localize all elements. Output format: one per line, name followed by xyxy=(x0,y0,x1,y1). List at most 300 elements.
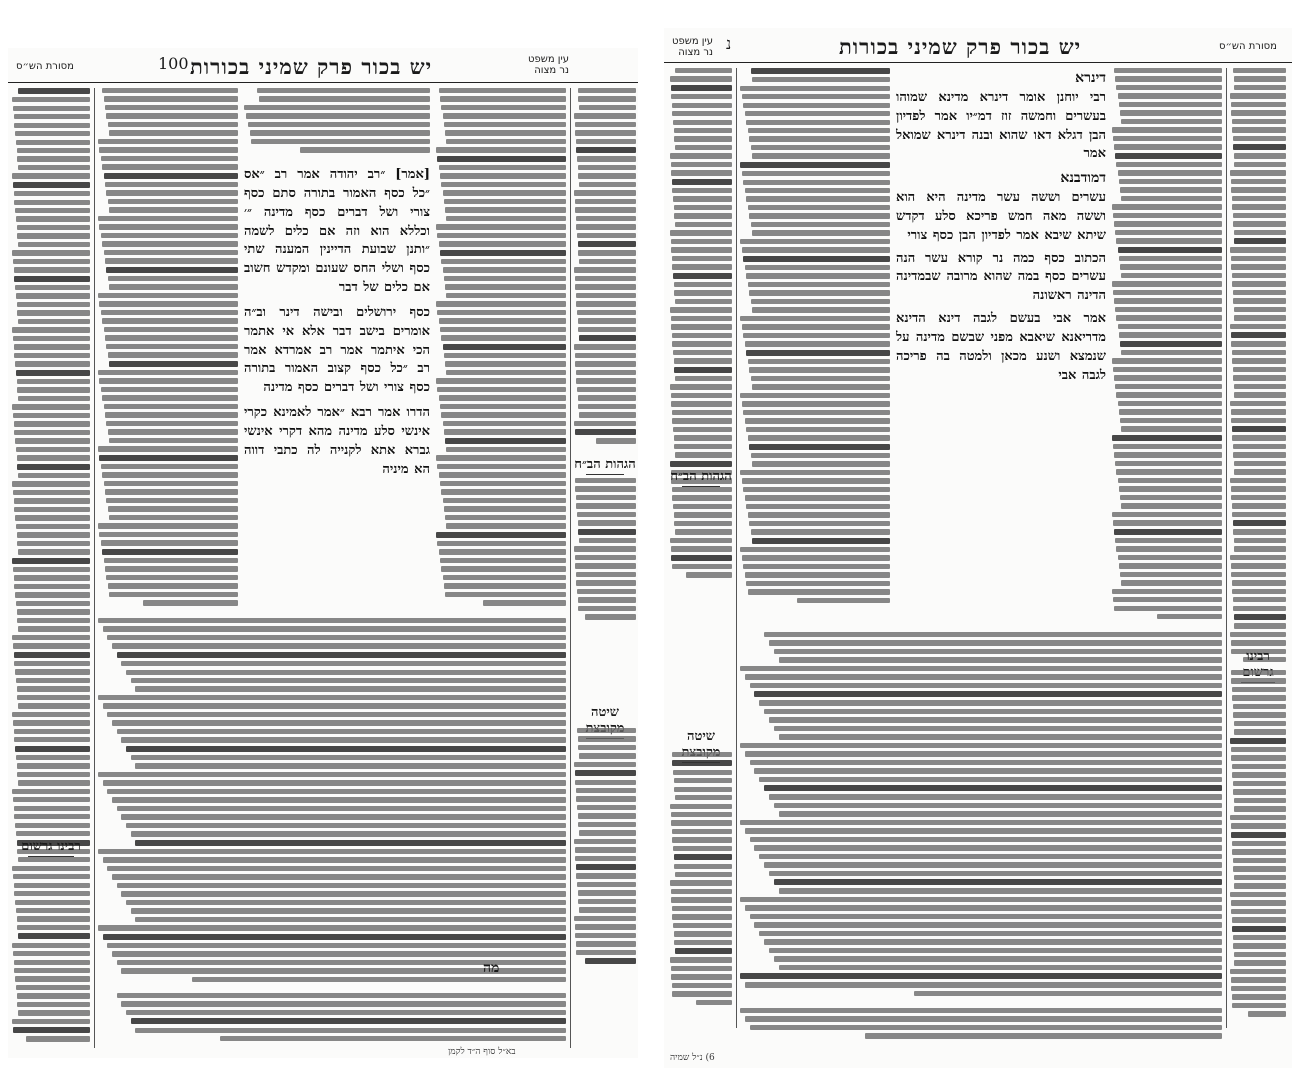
text-line xyxy=(1118,247,1223,253)
text-line xyxy=(16,831,90,836)
text-line xyxy=(675,145,732,150)
text-line xyxy=(1233,789,1286,794)
text-line xyxy=(12,1019,90,1024)
text-line xyxy=(745,572,891,577)
text-line xyxy=(1232,426,1286,432)
text-line xyxy=(13,413,90,418)
text-line xyxy=(98,139,238,144)
text-line xyxy=(1119,179,1222,184)
text-line xyxy=(105,258,238,263)
text-line xyxy=(575,563,636,568)
text-line xyxy=(12,250,90,255)
text-line xyxy=(17,916,90,921)
text-line xyxy=(443,267,567,272)
text-line xyxy=(99,147,238,152)
left-lower-commentary xyxy=(98,618,566,988)
text-line xyxy=(577,728,636,733)
text-line xyxy=(746,273,890,278)
text-line xyxy=(671,85,732,91)
text-line xyxy=(1116,238,1222,243)
text-line xyxy=(1230,969,1286,974)
left-footer-note: בא״ל סוף ה״ד לקמן xyxy=(448,1047,516,1057)
text-line xyxy=(13,336,90,341)
text-line xyxy=(135,917,566,922)
text-line xyxy=(14,968,90,973)
text-line xyxy=(779,811,1222,816)
text-line xyxy=(1232,994,1286,999)
text-line xyxy=(17,695,90,700)
text-line xyxy=(98,695,566,700)
right-footer-note: 6) נ״ל שמיה xyxy=(670,1053,715,1063)
text-line xyxy=(575,284,636,289)
text-line xyxy=(443,344,567,350)
left-hagahot-title: הגהות הב״ח xyxy=(574,457,636,472)
text-line xyxy=(1234,76,1286,81)
text-line xyxy=(112,951,566,956)
text-line xyxy=(17,925,90,930)
left-hagahot-header xyxy=(574,456,636,477)
text-line xyxy=(1232,580,1286,585)
text-line xyxy=(251,139,430,144)
text-line xyxy=(14,114,90,119)
text-line xyxy=(107,635,566,640)
text-line xyxy=(105,566,238,571)
text-line xyxy=(444,276,566,281)
text-line xyxy=(764,632,1222,637)
text-line xyxy=(106,498,238,503)
text-line xyxy=(439,241,566,246)
text-line xyxy=(579,830,636,835)
text-line xyxy=(1114,68,1222,73)
text-line xyxy=(748,359,891,364)
text-line xyxy=(109,284,238,289)
text-line xyxy=(102,318,238,323)
text-line xyxy=(107,789,566,794)
text-line xyxy=(1230,632,1286,637)
left-tosafot-upper xyxy=(98,88,238,613)
text-line xyxy=(14,200,90,205)
left-block-word: מה xyxy=(483,960,500,976)
text-line xyxy=(672,333,732,338)
text-line xyxy=(135,840,566,846)
text-line xyxy=(446,216,566,221)
text-line xyxy=(121,661,566,666)
text-line xyxy=(779,657,1222,662)
text-line xyxy=(745,982,1222,987)
text-line xyxy=(674,854,732,860)
text-line xyxy=(743,103,890,108)
text-line xyxy=(749,290,890,295)
text-line xyxy=(575,276,636,281)
text-line xyxy=(748,128,891,133)
text-line xyxy=(672,564,732,569)
text-line xyxy=(14,267,90,272)
text-line xyxy=(672,495,732,500)
left-shita-column xyxy=(574,728,636,968)
text-line xyxy=(1112,204,1222,209)
text-line xyxy=(98,849,566,854)
right-gershom-title: רבינו xyxy=(1246,649,1270,664)
text-line xyxy=(1231,563,1286,568)
text-line xyxy=(574,916,636,921)
text-line xyxy=(16,370,90,376)
text-line xyxy=(576,580,636,585)
text-line xyxy=(102,88,238,93)
left-footnotes xyxy=(98,993,566,1048)
text-line xyxy=(1233,866,1286,871)
text-line xyxy=(672,410,732,415)
text-line xyxy=(674,435,732,440)
text-line xyxy=(578,745,636,750)
text-line xyxy=(675,795,732,800)
text-line xyxy=(109,438,238,443)
right-footnote-lines xyxy=(740,1008,1222,1039)
text-line xyxy=(1232,1003,1286,1008)
left-page-header xyxy=(8,52,638,83)
text-line xyxy=(106,267,238,273)
text-line xyxy=(575,199,636,204)
text-line xyxy=(108,352,238,357)
text-line xyxy=(1232,196,1286,201)
right-ein-mishpat-label: עין משפט נר מצוה xyxy=(672,36,714,58)
text-line xyxy=(135,686,566,691)
text-line xyxy=(17,225,90,230)
text-line xyxy=(671,316,732,321)
text-line xyxy=(671,820,732,825)
text-line xyxy=(1231,986,1286,991)
text-line xyxy=(1231,670,1286,675)
text-line xyxy=(1230,170,1286,175)
text-line xyxy=(578,241,636,247)
text-line xyxy=(746,120,890,125)
text-line xyxy=(671,812,732,817)
text-line xyxy=(1233,935,1286,940)
text-line xyxy=(1232,512,1286,517)
text-line xyxy=(797,598,890,603)
text-line xyxy=(670,307,732,312)
right-page-header xyxy=(664,32,1292,63)
text-line xyxy=(14,498,90,503)
text-line xyxy=(1232,764,1286,769)
text-line xyxy=(1231,102,1286,107)
text-line xyxy=(1157,614,1222,619)
text-line xyxy=(143,600,238,605)
text-line xyxy=(14,652,90,658)
text-line xyxy=(15,285,90,290)
text-line xyxy=(437,541,566,546)
text-line xyxy=(672,837,732,842)
text-line xyxy=(672,179,732,185)
text-line xyxy=(121,1001,566,1006)
text-line xyxy=(1232,926,1286,932)
text-line xyxy=(13,106,90,111)
text-line xyxy=(1231,409,1286,414)
text-line xyxy=(1231,418,1286,423)
text-line xyxy=(13,567,90,572)
text-line xyxy=(740,316,890,321)
right-shita-column xyxy=(670,752,732,1012)
text-line xyxy=(574,344,636,349)
text-line xyxy=(439,395,566,400)
text-line xyxy=(444,506,566,511)
text-line xyxy=(12,866,90,871)
right-right-rule xyxy=(1226,68,1227,1028)
text-line xyxy=(579,105,636,110)
text-line xyxy=(740,897,1222,902)
text-line xyxy=(437,310,566,315)
text-line xyxy=(745,828,1222,833)
text-line xyxy=(131,678,566,683)
right-left-rule xyxy=(736,68,737,1028)
text-line xyxy=(774,726,1222,731)
text-line xyxy=(674,444,732,449)
text-line xyxy=(578,96,636,101)
text-line xyxy=(670,230,732,235)
text-line xyxy=(1114,298,1222,303)
text-line xyxy=(1114,221,1222,226)
text-line xyxy=(105,182,238,187)
text-line xyxy=(1232,849,1286,854)
text-line xyxy=(17,686,90,691)
text-line xyxy=(578,899,636,904)
text-line xyxy=(751,376,891,381)
text-line xyxy=(17,1002,90,1007)
text-line xyxy=(440,250,566,256)
text-line xyxy=(576,370,636,375)
text-line xyxy=(674,931,732,936)
text-line xyxy=(13,874,90,879)
text-line xyxy=(1116,315,1222,320)
text-line xyxy=(672,256,732,261)
text-line xyxy=(12,404,90,409)
text-line xyxy=(1234,806,1286,811)
text-line xyxy=(1116,392,1222,397)
text-line xyxy=(743,410,890,415)
text-line xyxy=(16,293,90,298)
text-line xyxy=(101,387,238,392)
text-line xyxy=(1113,213,1222,218)
text-line xyxy=(105,105,238,110)
text-line xyxy=(745,418,891,423)
text-line xyxy=(1233,781,1286,786)
text-line xyxy=(576,378,636,383)
text-line xyxy=(740,470,890,475)
text-line xyxy=(576,293,636,298)
text-line xyxy=(445,592,566,597)
text-line xyxy=(674,778,732,783)
text-line xyxy=(578,250,636,255)
text-line xyxy=(1115,307,1222,312)
text-line xyxy=(1232,687,1286,692)
text-line xyxy=(101,310,238,315)
text-line xyxy=(1121,350,1222,355)
text-line xyxy=(14,421,90,426)
left-masoret-column xyxy=(12,88,90,1048)
text-line xyxy=(1231,187,1286,192)
text-line xyxy=(439,318,566,323)
text-line xyxy=(13,1027,90,1033)
text-line xyxy=(106,344,238,349)
text-line xyxy=(445,361,566,366)
text-line xyxy=(577,589,636,594)
text-line xyxy=(754,691,1222,697)
text-line xyxy=(1118,93,1223,98)
text-line xyxy=(749,136,890,141)
text-line xyxy=(1115,76,1222,81)
text-line xyxy=(14,123,90,128)
text-line xyxy=(740,393,890,398)
text-line xyxy=(108,122,238,127)
text-line xyxy=(675,376,732,381)
text-line xyxy=(577,387,636,392)
text-line xyxy=(101,233,238,238)
text-line xyxy=(445,438,566,444)
text-line xyxy=(439,165,566,170)
left-gemara-text-2: כסף ירושלים ובישה דינר וב״ה אומרים בישב דבר אלא אי אתמר הכי איתמר אמר רב אמרדא אמר רב ״כל כסף קצוב האמור בתורה כסף צורי ושל דברים כסף מדינה xyxy=(244,304,430,396)
text-line xyxy=(117,806,566,811)
text-line xyxy=(436,147,566,152)
text-line xyxy=(102,395,238,400)
left-gemara-text-1: [אמר] ״רב יהודה אמר רב ״אס ״כל כסף האמור בתורה סתם כסף צורי ושל דברים כסף מדינה ״׳ וכללא הוא וזה אם כלים לשמה ״ותנן שבועת הדיינין המענה שתי כסף ושלי החס שעונם ומקדש חשוב אם כלים של דבר xyxy=(244,167,430,296)
text-line xyxy=(1232,119,1286,124)
text-line xyxy=(671,555,732,561)
text-line xyxy=(1233,367,1286,372)
right-gemara-block xyxy=(896,68,1106,628)
right-gershom-column xyxy=(1230,670,1286,1020)
text-line xyxy=(1234,883,1286,888)
text-line xyxy=(746,504,890,509)
text-line xyxy=(745,905,1222,910)
text-line xyxy=(578,822,636,827)
text-line xyxy=(1113,367,1222,372)
text-line xyxy=(759,854,1222,859)
text-line xyxy=(745,751,1222,756)
text-line xyxy=(769,717,1222,722)
text-line xyxy=(99,532,238,537)
text-line xyxy=(131,908,566,913)
text-line xyxy=(246,113,430,118)
text-line xyxy=(671,889,732,894)
text-line xyxy=(12,558,90,564)
text-line xyxy=(445,284,566,289)
text-line xyxy=(1114,144,1222,149)
right-rashi-lines xyxy=(1112,68,1222,619)
text-line xyxy=(1234,960,1286,965)
text-line xyxy=(1231,179,1286,184)
text-line xyxy=(740,547,890,552)
text-line xyxy=(671,324,732,329)
text-line xyxy=(437,233,566,238)
text-line xyxy=(18,473,90,478)
text-line xyxy=(774,879,1222,885)
text-line xyxy=(764,709,1222,714)
text-line xyxy=(1233,68,1286,73)
text-line xyxy=(18,626,90,631)
right-tosafot-column xyxy=(740,68,890,608)
text-line xyxy=(440,96,566,101)
right-page-title: יש בכור פרק שמיני בכורות xyxy=(839,34,1082,59)
text-line xyxy=(1233,375,1286,380)
text-line xyxy=(742,94,891,99)
text-line xyxy=(99,224,238,229)
text-line xyxy=(436,532,566,538)
text-line xyxy=(1231,341,1286,346)
text-line xyxy=(18,780,90,785)
text-line xyxy=(112,643,566,648)
text-line xyxy=(1115,384,1222,389)
text-line xyxy=(1234,623,1286,628)
text-line xyxy=(1232,358,1286,363)
text-line xyxy=(14,729,90,734)
text-line xyxy=(575,486,636,491)
text-line xyxy=(107,712,566,717)
text-line xyxy=(1233,136,1286,141)
text-line xyxy=(575,924,636,929)
text-line xyxy=(742,555,891,560)
text-line xyxy=(779,965,1222,970)
text-line xyxy=(14,883,90,888)
text-line xyxy=(1234,538,1286,543)
text-line xyxy=(244,105,430,110)
text-line xyxy=(672,760,732,766)
text-line xyxy=(1113,597,1222,602)
text-line xyxy=(674,213,732,218)
text-line xyxy=(1248,1011,1286,1016)
text-line xyxy=(12,173,90,178)
text-line xyxy=(1113,444,1222,449)
text-line xyxy=(672,829,732,834)
text-line xyxy=(106,113,238,118)
text-line xyxy=(437,156,566,162)
text-line xyxy=(135,763,566,768)
text-line xyxy=(740,1008,1222,1013)
text-line xyxy=(671,239,732,244)
text-line xyxy=(743,333,890,338)
right-hagahot-title: הגהות הב״ח xyxy=(670,469,732,484)
text-line xyxy=(1113,290,1222,295)
text-line xyxy=(117,729,566,734)
left-gershom-title: רבינו גרשום xyxy=(21,839,81,854)
text-line xyxy=(1231,256,1286,261)
text-line xyxy=(13,490,90,495)
text-line xyxy=(578,395,636,400)
text-line xyxy=(1231,755,1286,760)
text-line xyxy=(1233,597,1286,602)
text-line xyxy=(103,703,566,708)
text-line xyxy=(752,153,890,158)
text-line xyxy=(101,464,238,469)
text-line xyxy=(746,196,890,201)
text-line xyxy=(674,512,732,517)
text-line xyxy=(674,128,732,133)
text-line xyxy=(673,846,732,851)
text-line xyxy=(1232,772,1286,777)
text-line xyxy=(17,302,90,307)
text-line xyxy=(18,703,90,708)
text-line xyxy=(1233,452,1286,457)
text-line xyxy=(754,922,1222,927)
text-line xyxy=(579,335,636,341)
text-line xyxy=(1120,418,1222,423)
text-line xyxy=(577,882,636,887)
text-line xyxy=(99,301,238,306)
text-line xyxy=(1231,832,1286,838)
text-line xyxy=(126,823,566,828)
text-line xyxy=(1231,909,1286,914)
text-line xyxy=(742,478,891,483)
text-line xyxy=(15,438,90,443)
text-line xyxy=(750,837,1222,842)
